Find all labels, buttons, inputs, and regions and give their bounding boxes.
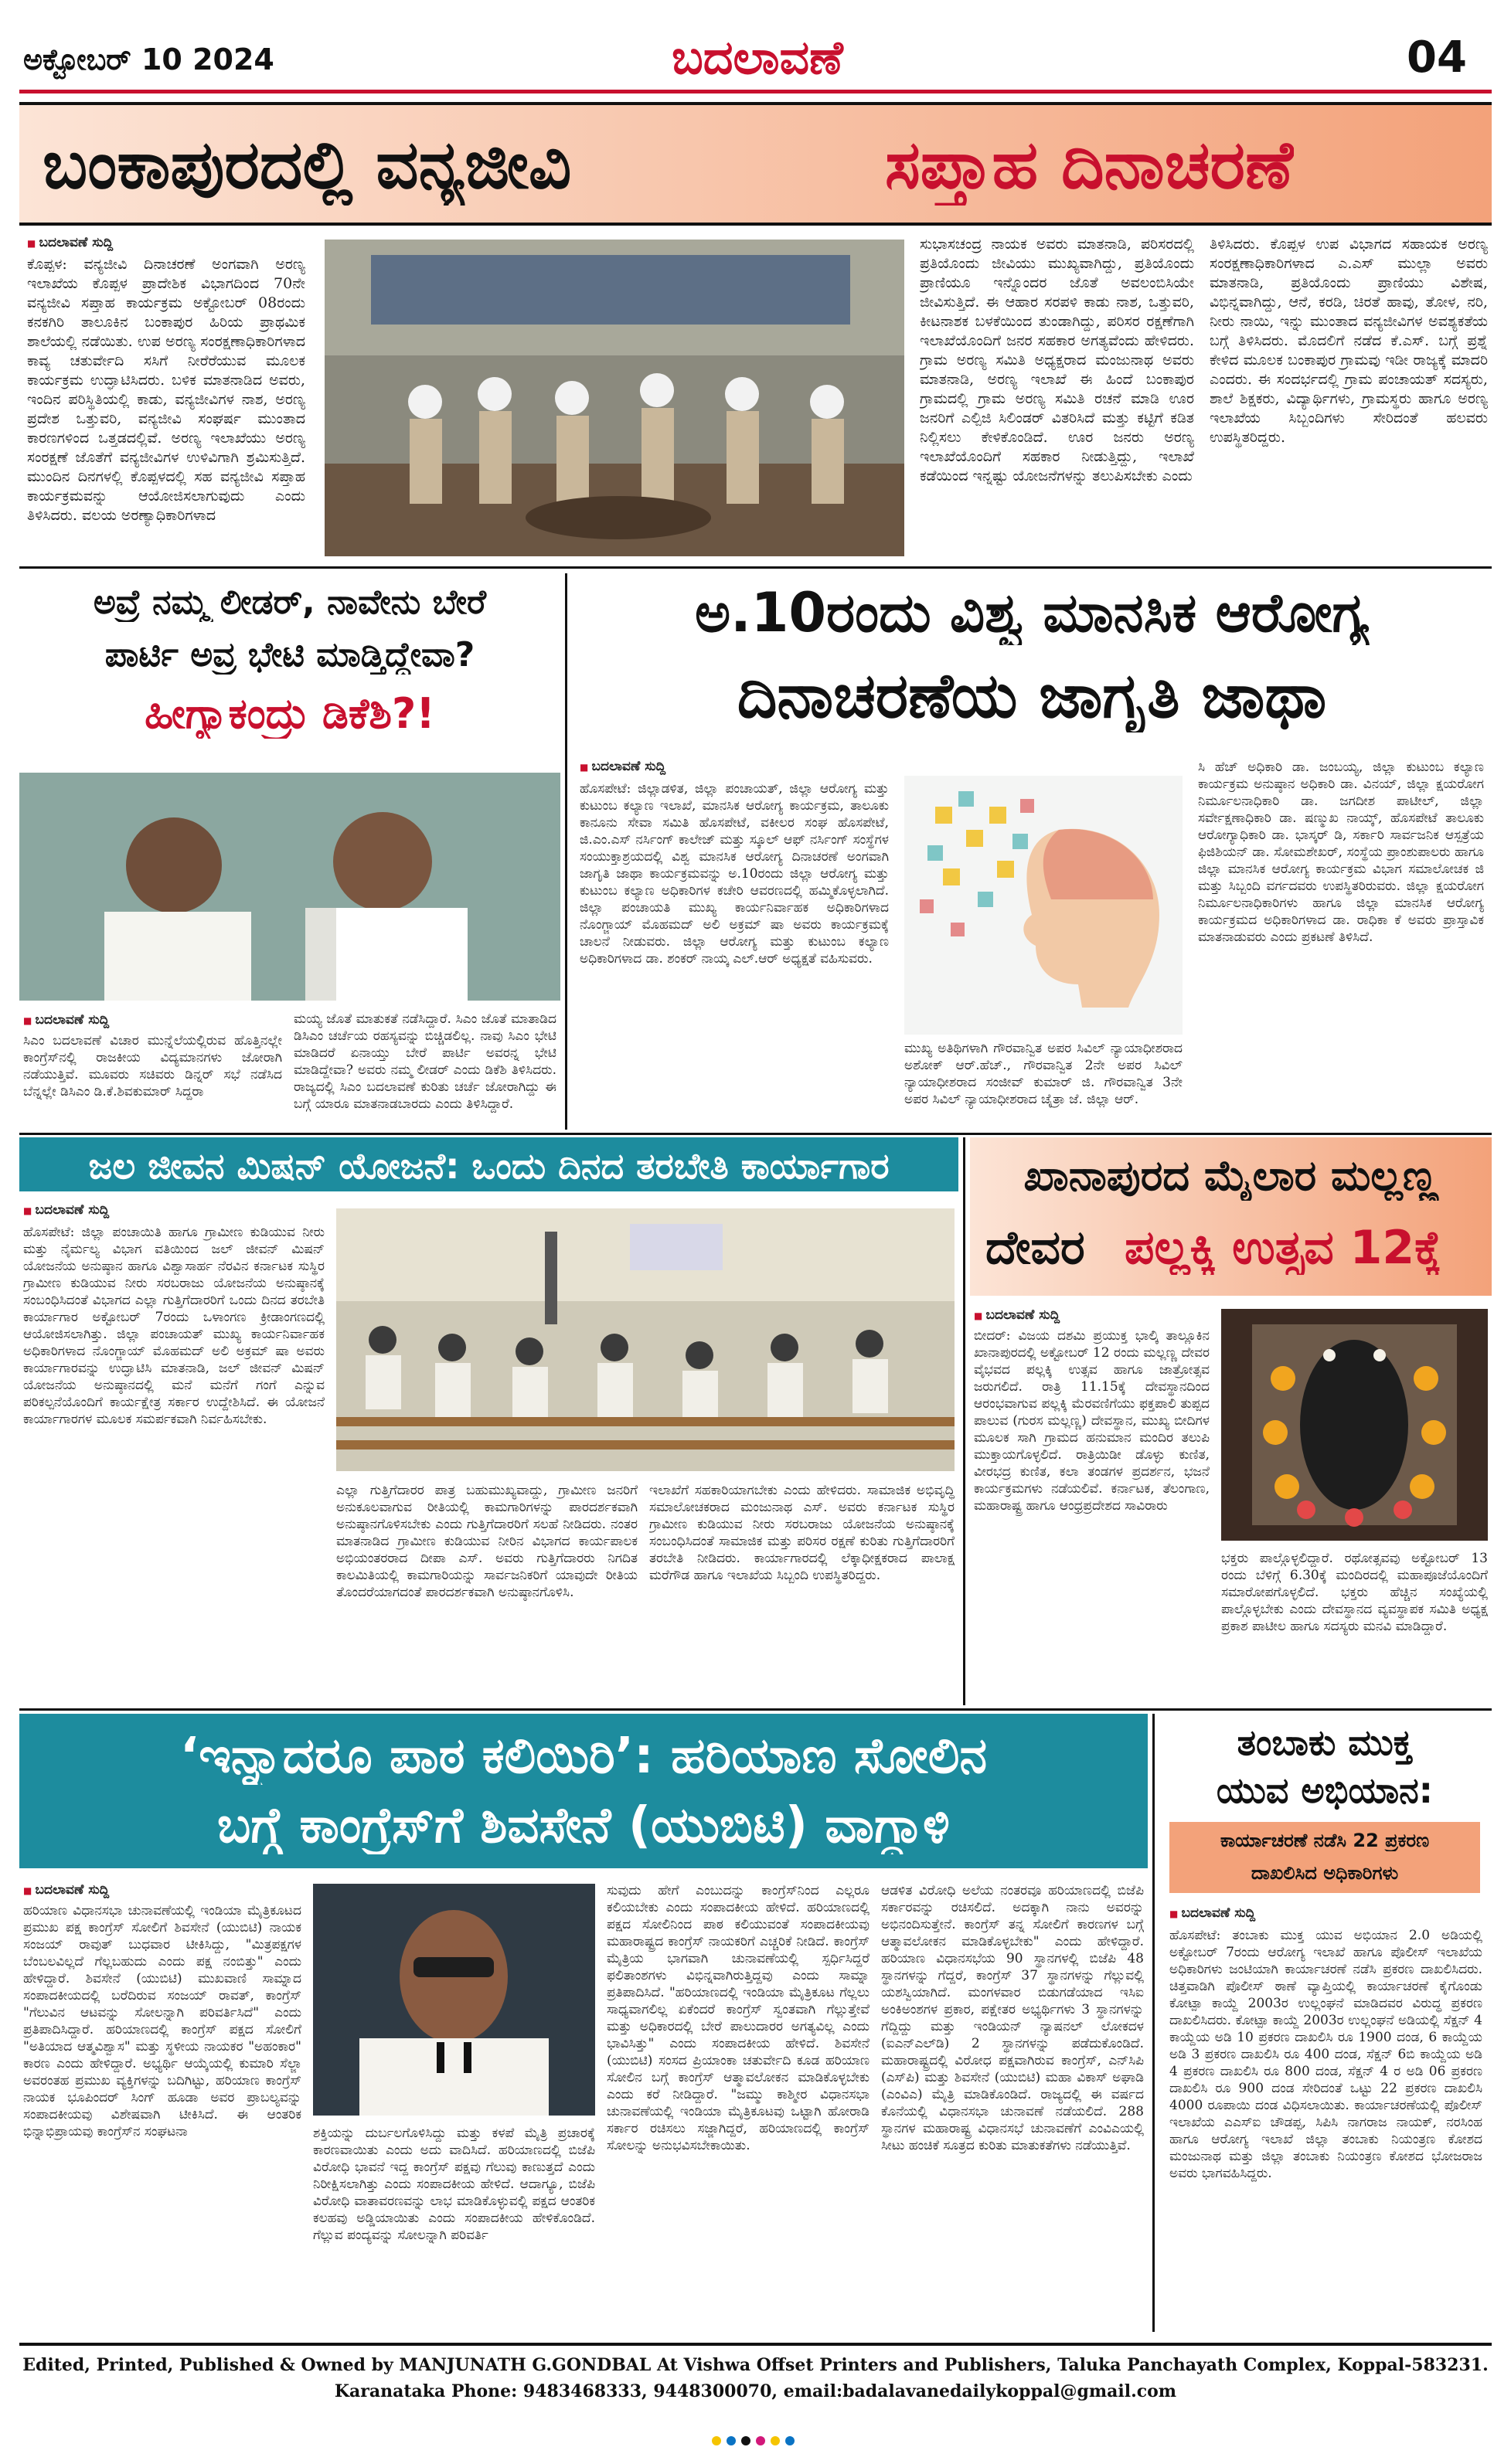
- masthead-title: ಬದಲಾವಣೆ: [672, 31, 843, 85]
- story5-col1: ಬೀದರ್: ವಿಜಯ ದಶಮಿ ಪ್ರಯುಕ್ತ ಭಾಲ್ಕಿ ತಾಲ್ಲೂಕಿನ ಖಾನಾಪುರದಲ್ಲಿ ಅಕ್ಟೋಬರ್ 12 ರಂದು ಮಲ್ಲಣ್ಣ ದೇವರ ವೈಭವದ ಪಲ್ಲಕ್ಕಿ ಉತ್ಸವ ಹಾಗೂ ಜಾತ್ರೋತ್ಸವ ಜರುಗಲಿದೆ. ರಾತ್ರಿ 11.15ಕ್ಕೆ ದೇವಸ್ಥಾನದಿಂದ ಆರಂಭವಾಗುವ ಪಲ್ಲಕ್ಕಿ ಮೆರವಣಿಗೆಯು ಫಕ್ತಪಾಲಿ ತುಪ್ಪದ ಪಾಲುವ (ಗುರಸ ಮಲ್ಲಣ್ಣ) ದೇವಸ್ಥಾನ, ಮುಖ್ಯ ಬೀದಿಗಳ ಮೂಲಕ ಸಾಗಿ ಗ್ರಾಮದ ಹನುಮಾನ ಮಂದಿರ ತಲುಪಿ ಮುಕ್ತಾಯಗೊಳ್ಳಲಿದೆ. ರಾತ್ರಿಯಿಡೀ ಡೊಳ್ಳು ಕುಣಿತ, ವೀರಭದ್ರ ಕುಣಿತ, ಕಲಾ ತಂಡಗಳ ಪ್ರದರ್ಶನ, ಭಜನೆ ಕಾರ್ಯಕ್ರಮಗಳು ನಡೆಯಲಿವೆ. ಕರ್ನಾಟಕ, ತೆಲಂಗಾಣ, ಮಹಾರಾಷ್ಟ್ರ ಹಾಗೂ ಆಂಧ್ರಪ್ರದೇಶದ ಸಾವಿರಾರು: [974, 1328, 1210, 1514]
- story3-headline-1: ಅ.10ರಂದು ವಿಶ್ವ ಮಾನಸಿಕ ಆರೋಗ್ಯ: [694, 581, 1370, 644]
- story6-headline-1: ‘ಇನ್ನಾದರೂ ಪಾಠ ಕಲಿಯಿರಿ’: ಹರಿಯಾಣ ಸೋಲಿನ: [179, 1728, 988, 1785]
- story2-headline-red: ಹೀಗ್ಯಾಕಂದ್ರು ಡಿಕೆಶಿ?!: [145, 689, 435, 738]
- divider-1: [19, 566, 1492, 569]
- story5-col2: ಭಕ್ತರು ಪಾಲ್ಗೊಳ್ಳಲಿದ್ದಾರೆ. ರಥೋತ್ಸವವು ಅಕ್ಟೋಬರ್ 13 ರಂದು ಬೆಳಿಗ್ಗೆ 6.30ಕ್ಕೆ ಮಂದಿರದಲ್ಲಿ ಮಹಾಪೂಜೆಯೊಂದಿಗೆ ಸಮಾರೋಪಗೊಳ್ಳಲಿದೆ. ಭಕ್ತರು ಹೆಚ್ಚಿನ ಸಂಖ್ಯೆಯಲ್ಲಿ ಪಾಲ್ಗೊಳ್ಳಬೇಕು ಎಂದು ದೇವಸ್ಥಾನದ ವ್ಯವಸ್ಥಾಪಕ ಸಮಿತಿ ಅಧ್ಯಕ್ಷ ಪ್ರಕಾಶ ಪಾಟೀಲ ಹಾಗೂ ಸದಸ್ಯರು ಮನವಿ ಮಾಡಿದ್ದಾರೆ.: [1221, 1551, 1488, 1634]
- brain-illustration: [904, 776, 1183, 1035]
- story5-banner: [970, 1137, 1492, 1296]
- story4-byline: ■ ಬದಲಾವಣೆ ಸುದ್ದಿ: [23, 1202, 109, 1218]
- story-tobacco-free: [1158, 1714, 1492, 2332]
- masthead-date: ಅಕ್ಟೋಬರ್ 10 2024: [23, 42, 274, 76]
- story4-headline: ಜಲ ಜೀವನ ಮಿಷನ್ ಯೋಜನೆ: ಒಂದು ದಿನದ ತರಬೇತಿ ಕಾರ್ಯಾಗಾರ: [88, 1145, 890, 1187]
- story-mylara-mallanna: [970, 1137, 1492, 1705]
- story7-subhead-1: ಕಾರ್ಯಾಚರಣೆ ನಡೆಸಿ 22 ಪ್ರಕರಣ: [1220, 1830, 1430, 1851]
- footer-line-2: Karanataka Phone: 9483468333, 9448300070, email:badalavanedailykoppal@gmail.com: [334, 2381, 1177, 2401]
- sanjay-raut-photo: [313, 1884, 595, 2116]
- story1-headline-black: ಬಂಕಾಪುರದಲ್ಲಿ ವನ್ಯಜೀವಿ: [43, 127, 572, 204]
- footer-rule: [19, 2343, 1492, 2346]
- divider-v2: [963, 1137, 965, 1705]
- dot-magenta: [756, 2436, 765, 2445]
- divider-v3: [1152, 1714, 1155, 2332]
- story2-headline-2: ಪಾರ್ಟಿ ಅವ್ರ ಭೇಟಿ ಮಾಡ್ತಿದ್ದೇವಾ?: [104, 635, 475, 675]
- story6-col1: ಹರಿಯಾಣ ವಿಧಾನಸಭಾ ಚುನಾವಣೆಯಲ್ಲಿ ಇಂಡಿಯಾ ಮೈತ್ರಿಕೂಟದ ಪ್ರಮುಖ ಪಕ್ಷ ಕಾಂಗ್ರೆಸ್ ಸೋಲಿಗೆ ಶಿವಸೇನೆ (ಯುಬಿಟಿ) ನಾಯಕ ಸಂಜಯ್ ರಾವುತ್ ಬುಧವಾರ ಟೀಕಿಸಿದ್ದು, "ಮಿತ್ರಪಕ್ಷಗಳ ಬೆಂಬಲವಿಲ್ಲದೆ ಗೆಲ್ಲಬಹುದು ಎಂದು ಪಕ್ಷ ನಂಬಿತ್ತು" ಎಂದು ಹೇಳಿದ್ದಾರೆ. ಶಿವಸೇನೆ (ಯುಬಿಟಿ) ಮುಖವಾಣಿ ಸಾಮ್ನಾದ ಸಂಪಾದಕೀಯದಲ್ಲಿ ಬರೆದಿರುವ ಸಂಜಯ್ ರಾವತ್, ಕಾಂಗ್ರೆಸ್ "ಗೆಲುವಿನ ಆಟವನ್ನು ಸೋಲನ್ನಾಗಿ ಪರಿವರ್ತಿಸಿದೆ" ಎಂದು ಪ್ರತಿಪಾದಿಸಿದ್ದಾರೆ. ಹರಿಯಾಣದಲ್ಲಿ ಕಾಂಗ್ರೆಸ್ ಪಕ್ಷದ ಸೋಲಿಗೆ "ಅತಿಯಾದ ಆತ್ಮವಿಶ್ವಾಸ" ಮತ್ತು ಸ್ಥಳೀಯ ನಾಯಕರ "ಅಹಂಕಾರ" ಕಾರಣ ಎಂದು ಹೇಳಿದ್ದಾರೆ. ಅಭ್ಯರ್ಥಿ ಆಯ್ಕೆಯಲ್ಲಿ ಕುಮಾರಿ ಸೆಲ್ಜಾ ಅವರಂತಹ ಪ್ರಮುಖ ವ್ಯಕ್ತಿಗಳನ್ನು ಬದಿಗಿಟ್ಟು, ಹರಿಯಾಣ ಕಾಂಗ್ರೆಸ್ ನಾಯಕ ಭೂಪಿಂದರ್ ಸಿಂಗ್ ಹೂಡಾ ಅವರ ಪ್ರಾಬಲ್ಯವನ್ನು ಸಂಪಾದಕೀಯವು ವಿಶೇಷವಾಗಿ ಟೀಕಿಸಿದೆ. ಈ ಆಂತರಿಕ ಭಿನ್ನಾಭಿಪ್ರಾಯವು ಕಾಂಗ್ರೆಸ್‌ನ ಸಂಘಟನಾ: [23, 1903, 301, 2139]
- dot-blue: [727, 2436, 736, 2445]
- story4-col3: ಇಲಾಖೆಗೆ ಸಹಕಾರಿಯಾಗಬೇಕು ಎಂದು ಹೇಳಿದರು. ಸಾಮಾಜಿಕ ಅಭಿವೃದ್ಧಿ ಸಮಾಲೋಚಕರಾದ ಮಂಜುನಾಥ ಎಸ್. ಅವರು ಕರ್ನಾಟಕ ಸುಸ್ಥಿರ ಗ್ರಾಮೀಣ ಕುಡಿಯುವ ನೀರು ಸರಬರಾಜು ಯೋಜನೆಯ ಅನುಷ್ಠಾನಕ್ಕೆ ಸಂಬಂಧಿಸಿದಂತೆ ಸಾಮಾಜಿಕ ಮತ್ತು ಪರಿಸರ ರಕ್ಷಣೆ ಕುರಿತು ಗುತ್ತಿಗೆದಾರರಿಗೆ ತರಬೇತಿ ನೀಡಿದರು. ಕಾರ್ಯಾಗಾರದಲ್ಲಿ ಲೆಕ್ಕಾಧೀಕ್ಷಕರಾದ ಪಾಲಾಕ್ಷ ಮರೆಗೌಡ ಹಾಗೂ ಇಲಾಖೆಯ ಸಿಬ್ಬಂದಿ ಉಪಸ್ಥಿತರಿದ್ದರು.: [649, 1483, 955, 1583]
- story6-headline-2: ಬಗ್ಗೆ ಕಾಂಗ್ರೆಸ್‌ಗೆ ಶಿವಸೇನೆ (ಯುಬಿಟಿ) ವಾಗ್ದಾಳಿ: [217, 1797, 950, 1854]
- story3-col1: ಹೊಸಪೇಟೆ: ಜಿಲ್ಲಾಡಳಿತ, ಜಿಲ್ಲಾ ಪಂಚಾಯತ್, ಜಿಲ್ಲಾ ಆರೋಗ್ಯ ಮತ್ತು ಕುಟುಂಬ ಕಲ್ಯಾಣ ಇಲಾಖೆ, ಮಾನಸಿಕ ಆರೋಗ್ಯ ಕಾರ್ಯಕ್ರಮ, ತಾಲೂಕು ಕಾನೂನು ಸೇವಾ ಸಮಿತಿ ಹೊಸಪೇಟೆ, ವಕೀಲರ ಸಂಘ ಹೊಸಪೇಟೆ, ಜಿ.ಎಂ.ಎಸ್ ನರ್ಸಿಂಗ್ ಕಾಲೇಜ್ ಮತ್ತು ಸ್ಕೂಲ್ ಆಫ್ ನರ್ಸಿಂಗ್ ಸಂಸ್ಥೆಗಳ ಸಂಯುಕ್ತಾಶ್ರಯದಲ್ಲಿ ವಿಶ್ವ ಮಾನಸಿಕ ಆರೋಗ್ಯ ದಿನಾಚರಣೆ ಅಂಗವಾಗಿ ಜಾಗೃತಿ ಜಾಥಾ ಕಾರ್ಯಕ್ರಮವನ್ನು ಅ.10ರಂದು ಜಿಲ್ಲಾ ಆರೋಗ್ಯ ಮತ್ತು ಕುಟುಂಬ ಕಲ್ಯಾಣ ಅಧಿಕಾರಿಗಳ ಕಚೇರಿ ಆವರಣದಲ್ಲಿ ಹಮ್ಮಿಕೊಳ್ಳಲಾಗಿದೆ. ಜಿಲ್ಲಾ ಪಂಚಾಯತಿ ಮುಖ್ಯ ಕಾರ್ಯನಿರ್ವಾಹಕ ಅಧಿಕಾರಿಗಳಾದ ನೊಂಗ್ಜಾಯ್ ಮೊಹಮದ್ ಅಲಿ ಅಕ್ರಮ್ ಷಾ ಅವರು ಕಾರ್ಯಕ್ರಮಕ್ಕೆ ಚಾಲನೆ ನೀಡುವರು. ಜಿಲ್ಲಾ ಆರೋಗ್ಯ ಮತ್ತು ಕುಟುಂಬ ಕಲ್ಯಾಣ ಅಧಿಕಾರಿಗಳಾದ ಡಾ. ಶಂಕರ್ ನಾಯ್ಕ ಎಲ್.ಆರ್ ಅಧ್ಯಕ್ಷತೆ ವಹಿಸುವರು.: [580, 781, 889, 967]
- registration-marks: [0, 2434, 1511, 2457]
- story6-col2: ಶಕ್ತಿಯನ್ನು ದುರ್ಬಲಗೊಳಿಸಿದ್ದು ಮತ್ತು ಕಳಪೆ ಮೈತ್ರಿ ಪ್ರಚಾರಕ್ಕೆ ಕಾರಣವಾಯಿತು ಎಂದು ಅದು ವಾದಿಸಿದೆ. ಹರಿಯಾಣದಲ್ಲಿ ಬಿಜೆಪಿ ವಿರೋಧಿ ಭಾವನೆ ಇದ್ದ ಕಾಂಗ್ರೆಸ್ ಪಕ್ಷವು ಗೆಲುವು ಕಾಣುತ್ತದೆ ಎಂದು ನಿರೀಕ್ಷಿಸಲಾಗಿತ್ತು ಎಂದು ಸಂಪಾದಕೀಯ ಹೇಳಿದೆ. ಆದಾಗ್ಯೂ, ಬಿಜೆಪಿ ವಿರೋಧಿ ವಾತಾವರಣವನ್ನು ಲಾಭ ಮಾಡಿಕೊಳ್ಳುವಲ್ಲಿ ಪಕ್ಷದ ಆಂತರಿಕ ಕಲಹವು ಅಡ್ಡಿಯಾಯಿತು ಎಂದು ಸಂಪಾದಕೀಯ ಹೇಳಿಕೊಂಡಿದೆ. ಗೆಲ್ಲುವ ಪಂದ್ಯವನ್ನು ಸೋಲನ್ನಾಗಿ ಪರಿವರ್ತಿ: [313, 2126, 595, 2243]
- story2-col1: ಸಿಎಂ ಬದಲಾವಣೆ ವಿಚಾರ ಮುನ್ನೆಲೆಯಲ್ಲಿರುವ ಹೊತ್ತಿನಲ್ಲೇ ಕಾಂಗ್ರೆಸ್‌ನಲ್ಲಿ ರಾಜಕೀಯ ವಿದ್ಯಮಾನಗಳು ಜೋರಾಗಿ ನಡೆಯುತ್ತಿವೆ. ಮೂವರು ಸಚಿವರು ಡಿನ್ನರ್ ಸಭೆ ನಡೆಸಿದ ಬೆನ್ನಲ್ಲೇ ಡಿಸಿಎಂ ಡಿ.ಕೆ.ಶಿವಕುಮಾರ್ ಸಿದ್ದರಾ: [23, 1033, 282, 1099]
- story3-headline-2: ದಿನಾಚರಣೆಯ ಜಾಗೃತಿ ಜಾಥಾ: [737, 660, 1327, 732]
- divider-3: [19, 1708, 1492, 1711]
- story1-col1: ಕೊಪ್ಪಳ: ವನ್ಯಜೀವಿ ದಿನಾಚರಣೆ ಅಂಗವಾಗಿ ಅರಣ್ಯ ಇಲಾಖೆಯ ಕೊಪ್ಪಳ ಪ್ರಾದೇಶಿಕ ವಿಭಾಗದಿಂದ 70ನೇ ವನ್ಯಜೀವಿ ಸಪ್ತಾಹ ಕಾರ್ಯಕ್ರಮ ಅಕ್ಟೋಬರ್ 08ರಂದು ಕನಕಗಿರಿ ತಾಲೂಕಿನ ಬಂಕಾಪುರ ಹಿರಿಯ ಪ್ರಾಥಮಿಕ ಶಾಲೆಯಲ್ಲಿ ನಡೆಯಿತು. ಉಪ ಅರಣ್ಯ ಸಂರಕ್ಷಣಾಧಿಕಾರಿಗಳಾದ ಕಾವ್ಯ ಚತುರ್ವೇದಿ ಸಸಿಗೆ ನೀರೆರೆಯುವ ಮೂಲಕ ಕಾರ್ಯಕ್ರಮ ಉದ್ಘಾಟಿಸಿದರು. ಬಳಿಕ ಮಾತನಾಡಿದ ಅವರು, ಇಂದಿನ ಪರಿಸ್ಥಿತಿಯಲ್ಲಿ ಕಾಡು, ವನ್ಯಜೀವಿಗಳ ನಾಶ, ಅರಣ್ಯ ಪ್ರದೇಶ ಒತ್ತುವರಿ, ವನ್ಯಜೀವಿ ಸಂಘರ್ಷ ಮುಂತಾದ ಕಾರಣಗಳಿಂದ ಒತ್ತಡದಲ್ಲಿವೆ. ಅರಣ್ಯ ಇಲಾಖೆಯು ಅರಣ್ಯ ಸಂರಕ್ಷಣೆ ಜೊತೆಗೆ ವನ್ಯಜೀವಿಗಳ ಉಳಿವಿಗಾಗಿ ಶ್ರಮಿಸುತ್ತಿದೆ. ಮುಂದಿನ ದಿನಗಳಲ್ಲಿ ಕೊಪ್ಪಳದಲ್ಲಿ ಸಹ ವನ್ಯಜೀವಿ ಸಪ್ತಾಹ ಕಾರ್ಯಕ್ರಮವನ್ನು ಆಯೋಜಿಸಲಾಗುವುದು ಎಂದು ತಿಳಿಸಿದರು. ವಲಯ ಅರಣ್ಯಾಧಿಕಾರಿಗಳಾದ: [27, 256, 305, 524]
- story6-col4: ಆಡಳಿತ ವಿರೋಧಿ ಅಲೆಯ ನಂತರವೂ ಹರಿಯಾಣದಲ್ಲಿ ಬಿಜೆಪಿ ಸರ್ಕಾರವನ್ನು ರಚಿಸಲಿದೆ. ಅದಕ್ಕಾಗಿ ನಾನು ಅವರನ್ನು ಅಭಿನಂದಿಸುತ್ತೇನೆ. ಕಾಂಗ್ರೆಸ್ ತನ್ನ ಸೋಲಿಗೆ ಕಾರಣಗಳ ಬಗ್ಗೆ ಆತ್ಮಾವಲೋಕನ ಮಾಡಿಕೊಳ್ಳಬೇಕು" ಎಂದು ಹೇಳಿದ್ದಾರೆ. ಹರಿಯಾಣ ವಿಧಾನಸಭೆಯ 90 ಸ್ಥಾನಗಳಲ್ಲಿ ಬಿಜೆಪಿ 48 ಸ್ಥಾನಗಳನ್ನು ಗೆದ್ದರೆ, ಕಾಂಗ್ರೆಸ್ 37 ಸ್ಥಾನಗಳನ್ನು ಗೆಲ್ಲುವಲ್ಲಿ ಯಶಸ್ವಿಯಾಗಿದೆ. ಮಂಗಳವಾರ ಬಿಡುಗಡೆಯಾದ ಇಸಿಐ ಅಂಕಿಅಂಶಗಳ ಪ್ರಕಾರ, ಪಕ್ಷೇತರ ಅಭ್ಯರ್ಥಿಗಳು 3 ಸ್ಥಾನಗಳನ್ನು ಗೆದ್ದಿದ್ದು ಮತ್ತು ಇಂಡಿಯನ್ ನ್ಯಾಷನಲ್ ಲೋಕದಳ (ಐಎನ್‌ಎಲ್‌ಡಿ) 2 ಸ್ಥಾನಗಳನ್ನು ಪಡೆದುಕೊಂಡಿದೆ. ಮಹಾರಾಷ್ಟ್ರದಲ್ಲಿ ವಿರೋಧ ಪಕ್ಷವಾಗಿರುವ ಕಾಂಗ್ರೆಸ್, ಎನ್‌ಸಿಪಿ (ಎಸ್‌ಪಿ) ಮತ್ತು ಶಿವಸೇನೆ (ಯುಬಿಟಿ) ಮಹಾ ವಿಕಾಸ್ ಅಘಾಡಿ (ಎಂವಿಎ) ಮೈತ್ರಿ ಮಾಡಿಕೊಂಡಿದೆ. ರಾಜ್ಯದಲ್ಲಿ ಈ ವರ್ಷದ ಕೊನೆಯಲ್ಲಿ ವಿಧಾನಸಭಾ ಚುನಾವಣೆ ನಡೆಯಲಿದೆ. 288 ಸ್ಥಾನಗಳ ಮಹಾರಾಷ್ಟ್ರ ವಿಧಾನಸಭೆ ಚುನಾವಣೆಗೆ ಎಂವಿಎಯಲ್ಲಿ ಸೀಟು ಹಂಚಿಕೆ ಸೂತ್ರದ ಕುರಿತು ಮಾತುಕತೆಗಳು ನಡೆಯುತ್ತಿವೆ.: [881, 1883, 1144, 2153]
- dot-black: [741, 2436, 750, 2445]
- story1-headline-red: ಸಪ್ತಾಹ ದಿನಾಚರಣೆ: [885, 127, 1294, 204]
- dot-yellow: [712, 2436, 721, 2445]
- story2-photo: [19, 773, 560, 1001]
- story-haryana-congress: [19, 1714, 1148, 2332]
- story-jal-jeevan: [19, 1137, 958, 1705]
- masthead-rule: [19, 90, 1492, 93]
- story4-col2: ಎಲ್ಲಾ ಗುತ್ತಿಗೆದಾರರ ಪಾತ್ರ ಬಹುಮುಖ್ಯವಾದ್ದು, ಗ್ರಾಮೀಣ ಜನರಿಗೆ ಅನುಕೂಲವಾಗುವ ರೀತಿಯಲ್ಲಿ ಕಾಮಗಾರಿಗಳನ್ನು ಪಾರದರ್ಶಕವಾಗಿ ಅನುಷ್ಠಾನಗೊಳಿಸಬೇಕು ಎಂದು ಗುತ್ತಿಗೆದಾರರಿಗೆ ಸಲಹೆ ನೀಡಿದರು. ನಂತರ ಮಾತನಾಡಿದ ಗ್ರಾಮೀಣ ಕುಡಿಯುವ ನೀರಿನ ವಿಭಾಗದ ಕಾರ್ಯಪಾಲಕ ಅಭಿಯಂತರರಾದ ದೀಪಾ ಎಸ್. ಅವರು ಗುತ್ತಿಗೆದಾರರು ನಿಗದಿತ ಕಾಲಮಿತಿಯಲ್ಲಿ ಕಾಮಗಾರಿಯನ್ನು ಸಾರ್ವಜನಿಕರಿಗೆ ಯಾವುದೇ ರೀತಿಯ ತೊಂದರೆಯಾಗದಂತೆ ಪಾರದರ್ಶಕವಾಗಿ ಅನುಷ್ಠಾನಗೊಳಿಸಿ.: [336, 1483, 638, 1600]
- story7-subhead-2: ದಾಖಲಿಸಿದ ಅಧಿಕಾರಿಗಳು: [1251, 1862, 1399, 1884]
- divider-2: [19, 1133, 1492, 1135]
- story3-col2: ಮುಖ್ಯ ಅತಿಥಿಗಳಾಗಿ ಗೌರವಾನ್ವಿತ ಅಪರ ಸಿವಿಲ್ ನ್ಯಾಯಾಧೀಶರಾದ ಅಶೋಕ್ ಆರ್.ಹೆಚ್., ಗೌರವಾನ್ವಿತ 2ನೇ ಅಪರ ಸಿವಿಲ್ ನ್ಯಾಯಾಧೀಶರಾದ ಸಂಜೀವ್ ಕುಮಾರ್ ಜಿ. ಗೌರವಾನ್ವಿತ 3ನೇ ಅಪರ ಸಿವಿಲ್ ನ್ಯಾಯಾಧೀಶರಾದ ಚೈತ್ರಾ ಜೆ. ಜಿಲ್ಲಾ ಆರ್.: [904, 1041, 1183, 1107]
- footer: [19, 2349, 1492, 2418]
- story-wildlife-week: [19, 102, 1492, 563]
- story3-col3: ಸಿ ಹೆಚ್ ಅಧಿಕಾರಿ ಡಾ. ಜಂಬಯ್ಯ, ಜಿಲ್ಲಾ ಕುಟುಂಬ ಕಲ್ಯಾಣ ಕಾರ್ಯಕ್ರಮ ಅನುಷ್ಠಾನ ಅಧಿಕಾರಿ ಡಾ. ವಿನಯ್, ಜಿಲ್ಲಾ ಕ್ಷಯರೋಗ ನಿರ್ಮೂಲನಾಧಿಕಾರಿ ಡಾ. ಜಗದೀಶ ಪಾಟೀಲ್, ಜಿಲ್ಲಾ ಸರ್ವೇಕ್ಷಣಾಧಿಕಾರಿ ಡಾ. ಷಣ್ಮುಖ ನಾಯ್ಕ್, ಹೊಸಪೇಟೆ ತಾಲೂಕು ಆರೋಗ್ಯಾಧಿಕಾರಿ ಡಾ. ಭಾಸ್ಕರ್ ಡಿ, ಸರ್ಕಾರಿ ಸಾರ್ವಜನಿಕ ಆಸ್ಪತ್ರೆಯ ಫಿಜಿಶಿಯನ್ ಡಾ. ಸೋಮಶೇಖರ್, ಸಂಸ್ಥೆಯ ಪ್ರಾಂಶುಪಾಲರು ಹಾಗೂ ಜಿಲ್ಲಾ ಮಾನಸಿಕ ಆರೋಗ್ಯ ಕಾರ್ಯಕ್ರಮ ವಿಭಾಗ ಸಮಾಲೋಚಕ ಜಿ ಮತ್ತು ಸಿಬ್ಬಂದಿ ವರ್ಗದವರು ಉಪಸ್ಥಿತರಿರುವರು. ಜಿಲ್ಲಾ ಕ್ಷಯರೋಗ ನಿರ್ಮೂಲನಾಧಿಕಾರಿಗಳು ಹಾಗೂ ಜಿಲ್ಲಾ ಮಾನಸಿಕ ಆರೋಗ್ಯ ಕಾರ್ಯಕ್ರಮದ ಅಧಿಕಾರಿಗಳಾದ ಡಾ. ರಾಧಿಕಾ ಕೆ ಅವರು ಪ್ರಾಸ್ತಾವಿಕ ಮಾತನಾಡುವರು ಎಂದು ಪ್ರಕಟಣೆ ತಿಳಿಸಿದೆ.: [1198, 760, 1484, 945]
- story7-headline-1: ತಂಬಾಕು ಮುಕ್ತ: [1237, 1721, 1413, 1763]
- story4-col1: ಹೊಸಪೇಟೆ: ಜಿಲ್ಲಾ ಪಂಚಾಯಿತಿ ಹಾಗೂ ಗ್ರಾಮೀಣ ಕುಡಿಯುವ ನೀರು ಮತ್ತು ನೈರ್ಮಲ್ಯ ವಿಭಾಗ ವತಿಯಿಂದ ಜಲ್ ಜೀವನ್ ಮಿಷನ್ ಯೋಜನೆಯ ಅನುಷ್ಠಾನ ಹಾಗೂ ವಿಶ್ವಾಸಾರ್ಹ ನೆರವಿನ ಕರ್ನಾಟಕ ಸುಸ್ಥಿರ ಗ್ರಾಮೀಣ ಕುಡಿಯುವ ನೀರು ಸರಬರಾಜು ಯೋಜನೆಯ ಅನುಷ್ಠಾನಕ್ಕೆ ಸಂಬಂಧಿಸಿದಂತೆ ವಿಭಾಗದ ಎಲ್ಲಾ ಗುತ್ತಿಗೆದಾರರಿಗೆ ಒಂದು ದಿನದ ತರಬೇತಿ ಕಾರ್ಯಾಗಾರ ಅಕ್ಟೋಬರ್ 7ರಂದು ಒಳಾಂಗಣ ಕ್ರೀಡಾಂಗಣದಲ್ಲಿ ಆಯೋಜಿಸಲಾಗಿತ್ತು. ಜಿಲ್ಲಾ ಪಂಚಾಯತ್ ಮುಖ್ಯ ಕಾರ್ಯನಿರ್ವಾಹಕ ಅಧಿಕಾರಿಗಳಾದ ನೊಂಗ್ಜಾಯ್ ಮೊಹಮದ್ ಅಲಿ ಅಕ್ರಮ್ ಷಾ ಅವರು ಕಾರ್ಯಾಗಾರವನ್ನು ಉದ್ಘಾಟಿಸಿ ಮಾತನಾಡಿ, ಜಲ್ ಜೀವನ್ ಮಿಷನ್ ಯೋಜನೆಯ ಅನುಷ್ಠಾನದಲ್ಲಿ ಮನೆ ಮನೆಗೆ ಗಂಗೆ ಎನ್ನುವ ಪರಿಕಲ್ಪನೆಯೊಂದಿಗೆ ಕಾರ್ಯಕ್ಷೇತ್ರ ಸರ್ಕಾರ ಉದ್ದೇಶಿಸಿದೆ. ಈ ಯೋಜನೆ ಕಾರ್ಯಾಗಾರಗಳ ಮೂಲಕ ಸಮರ್ಪಕವಾಗಿ ನಿರ್ವಹಿಸಬೇಕು.: [23, 1225, 325, 1427]
- story4-photo: [336, 1208, 955, 1471]
- footer-line-1: Edited, Printed, Published & Owned by MANJUNATH G.GONDBAL At Vishwa Offset Printers and Publishers, Taluka Panchayath Complex, Koppal-583231.: [22, 2355, 1489, 2375]
- story6-byline: ■ ಬದಲಾವಣೆ ಸುದ್ದಿ: [23, 1882, 109, 1898]
- story6-photo: [313, 1884, 595, 2116]
- story6-banner: [19, 1714, 1148, 1868]
- story1-byline: ■ ಬದಲಾವಣೆ ಸುದ್ದಿ: [27, 235, 113, 250]
- divider-v1: [565, 573, 567, 1130]
- story5-photo: [1221, 1309, 1488, 1541]
- dot-yellow-2: [771, 2436, 780, 2445]
- training-workshop-photo: [336, 1208, 955, 1471]
- story7-headline-2: ಯುವ ಅಭಿಯಾನ:: [1216, 1769, 1434, 1811]
- story7-subhead-box: [1169, 1822, 1480, 1893]
- deity-photo: [1221, 1309, 1488, 1541]
- story4-banner: [19, 1137, 958, 1191]
- story7-byline: ■ ಬದಲಾವಣೆ ಸುದ್ದಿ: [1169, 1905, 1255, 1921]
- story1-col2: ಸುಭಾಸಚಂದ್ರ ನಾಯಕ ಅವರು ಮಾತನಾಡಿ, ಪರಿಸರದಲ್ಲಿ ಪ್ರತಿಯೊಂದು ಜೀವಿಯು ಮುಖ್ಯವಾಗಿದ್ದು, ಪ್ರತಿಯೊಂದು ಪ್ರಾಣಿಯೂ ಇನ್ನೊಂದರ ಜೊತೆ ಅವಲಂಬಿಸಿಯೇ ಜೀವಿಸುತ್ತಿದೆ. ಈ ಆಹಾರ ಸರಪಳಿ ಕಾಡು ನಾಶ, ಒತ್ತುವರಿ, ಕೀಟನಾಶಕ ಬಳಕೆಯಿಂದ ತುಂಡಾಗಿದ್ದು, ಪರಿಸರ ರಕ್ಷಣೆಗಾಗಿ ಇಲಾಖೆಯೊಂದಿಗೆ ಜನರ ಸಹಕಾರ ಅಗತ್ಯವೆಂದು ಹೇಳಿದರು. ಗ್ರಾಮ ಅರಣ್ಯ ಸಮಿತಿ ಅಧ್ಯಕ್ಷರಾದ ಮಂಜುನಾಥ ಅವರು ಮಾತನಾಡಿ, ಅರಣ್ಯ ಇಲಾಖೆ ಈ ಹಿಂದೆ ಬಂಕಾಪುರ ಗ್ರಾಮದಲ್ಲಿ ಗ್ರಾಮ ಅರಣ್ಯ ಸಮಿತಿ ರಚನೆ ಮಾಡಿ ಊರ ಜನರಿಗೆ ಎಲ್ಪಿಜಿ ಸಿಲಿಂಡರ್ ವಿತರಿಸಿದೆ ಮತ್ತು ಕಟ್ಟಿಗೆ ಕಡಿತ ನಿಲ್ಲಿಸಲು ಕೇಳಿಕೊಂಡಿದೆ. ಊರ ಜನರು ಅರಣ್ಯ ಇಲಾಖೆಯೊಂದಿಗೆ ಸಹಕಾರ ನೀಡುತ್ತಿದ್ದು, ಇಲಾಖೆ ಕಡೆಯಿಂದ ಇನ್ನಷ್ಟು ಯೋಜನೆಗಳನ್ನು ತಲುಪಿಸಬೇಕು ಎಂದು: [920, 236, 1194, 484]
- politicians-photo: [19, 773, 560, 1001]
- page-number: 04: [1407, 32, 1467, 83]
- story5-headline-1: ಖಾನಾಪುರದ ಮೈಲಾರ ಮಲ್ಲಣ್ಣ: [1023, 1151, 1438, 1200]
- story-dks: [19, 573, 560, 1130]
- dot-blue-2: [785, 2436, 795, 2445]
- story6-col3: ಸುವುದು ಹೇಗೆ ಎಂಬುದನ್ನು ಕಾಂಗ್ರೆಸ್‌ನಿಂದ ಎಲ್ಲರೂ ಕಲಿಯಬೇಕು ಎಂದು ಸಂಪಾದಕೀಯ ಹೇಳಿದೆ. ಹರಿಯಾಣದಲ್ಲಿ ಪಕ್ಷದ ಸೋಲಿನಿಂದ ಪಾಠ ಕಲಿಯುವಂತೆ ಸಂಪಾದಕೀಯವು ಮಹಾರಾಷ್ಟ್ರದ ಕಾಂಗ್ರೆಸ್ ನಾಯಕರಿಗೆ ಎಚ್ಚರಿಕೆ ನೀಡಿದೆ. ಕಾಂಗ್ರೆಸ್ ಮೈತ್ರಿಯ ಭಾಗವಾಗಿ ಚುನಾವಣೆಯಲ್ಲಿ ಸ್ಪರ್ಧಿಸಿದ್ದರೆ ಫಲಿತಾಂಶಗಳು ವಿಭಿನ್ನವಾಗಿರುತ್ತಿದ್ದವು ಎಂದು ಸಾಮ್ನಾ ಪ್ರತಿಪಾದಿಸಿದೆ. "ಹರಿಯಾಣದಲ್ಲಿ ಇಂಡಿಯಾ ಮೈತ್ರಿಕೂಟ ಗೆಲ್ಲಲು ಸಾಧ್ಯವಾಗಲಿಲ್ಲ ಏಕೆಂದರೆ ಕಾಂಗ್ರೆಸ್ ಸ್ವಂತವಾಗಿ ಗೆಲ್ಲುತ್ತೇವೆ ಮತ್ತು ಅಧಿಕಾರದಲ್ಲಿ ಬೇರೆ ಪಾಲುದಾರರ ಅಗತ್ಯವಿಲ್ಲ ಎಂದು ಭಾವಿಸಿತ್ತು" ಎಂದು ಸಂಪಾದಕೀಯ ಹೇಳಿದೆ. ಶಿವಸೇನೆ (ಯುಬಿಟಿ) ಸಂಸದ ಪ್ರಿಯಾಂಕಾ ಚತುರ್ವೇದಿ ಕೂಡ ಹರಿಯಾಣ ಸೋಲಿನ ಬಗ್ಗೆ ಕಾಂಗ್ರೆಸ್ ಆತ್ಮಾವಲೋಕನ ಮಾಡಿಕೊಳ್ಳಬೇಕು ಎಂದು ಕರೆ ನೀಡಿದ್ದಾರೆ. "ಜಮ್ಮು ಕಾಶ್ಮೀರ ವಿಧಾನಸಭಾ ಚುನಾವಣೆಯಲ್ಲಿ ಇಂಡಿಯಾ ಮೈತ್ರಿಕೂಟವು ಒಟ್ಟಾಗಿ ಹೋರಾಡಿ ಸರ್ಕಾರ ರಚಿಸಲು ಸಜ್ಜಾಗಿದ್ದರೆ, ಹರಿಯಾಣದಲ್ಲಿ ಕಾಂಗ್ರೆಸ್ ಸೋಲನ್ನು ಅನುಭವಿಸಬೇಕಾಯಿತು.: [607, 1883, 870, 2153]
- story2-byline: ■ ಬದಲಾವಣೆ ಸುದ್ದಿ: [23, 1012, 109, 1028]
- story1-photo: [325, 240, 904, 556]
- story1-banner: [19, 102, 1492, 226]
- story5-headline-2-black: ದೇವರ: [985, 1221, 1085, 1275]
- story-mental-health: [572, 573, 1492, 1130]
- story7-col1: ಹೊಸಪೇಟೆ: ತಂಬಾಕು ಮುಕ್ತ ಯುವ ಅಭಿಯಾನ 2.0 ಅಡಿಯಲ್ಲಿ ಅಕ್ಟೋಬರ್ 7ರಂದು ಆರೋಗ್ಯ ಇಲಾಖೆ ಹಾಗೂ ಪೊಲೀಸ್ ಇಲಾಖೆಯ ಅಧಿಕಾರಿಗಳು ಜಂಟಿಯಾಗಿ ಕಾರ್ಯಾಚರಣೆ ನಡೆಸಿ ಪ್ರಕರಣ ದಾಖಲಿಸಿದರು. ಚಿತ್ತವಾಡಿಗಿ ಪೊಲೀಸ್ ಠಾಣೆ ವ್ಯಾಪ್ತಿಯಲ್ಲಿ ಕಾರ್ಯಾಚರಣೆ ಕೈಗೊಂಡು ಕೋಟ್ಪಾ ಕಾಯ್ದೆ 2003ರ ಉಲ್ಲಂಘನೆ ಮಾಡಿದವರ ವಿರುದ್ಧ ಪ್ರಕರಣ ದಾಖಲಿಸಿದರು. ಕೋಟ್ಪಾ ಕಾಯ್ದೆ 2003ರ ಉಲ್ಲಂಘನೆ ಅಡಿಯಲ್ಲಿ ಸೆಕ್ಷನ್ 4 ಕಾಯ್ದೆಯ ಅಡಿ 10 ಪ್ರಕರಣ ದಾಖಲಿಸಿ ರೂ 1900 ದಂಡ, 6 ಕಾಯ್ದೆಯ ಅಡಿ 3 ಪ್ರಕರಣ ದಾಖಲಿಸಿ ರೂ 400 ದಂಡ, ಸೆಕ್ಷನ್ 6ಬಿ ಕಾಯ್ದೆಯ ಅಡಿ 4 ಪ್ರಕರಣ ದಾಖಲಿಸಿ ರೂ 800 ದಂಡ, ಸೆಕ್ಷನ್ 4 ರ ಅಡಿ 06 ಪ್ರಕರಣ ದಾಖಲಿಸಿ ರೂ 900 ದಂಡ ಸೇರಿದಂತೆ ಒಟ್ಟು 22 ಪ್ರಕರಣ ದಾಖಲಿಸಿ 4000 ರೂಪಾಯಿ ದಂಡ ವಿಧಿಸಲಾಯಿತು. ಕಾರ್ಯಾಚರಣೆಯಲ್ಲಿ ಪೊಲೀಸ್ ಇಲಾಖೆಯ ಎಎಸ್ಐ ಚೌಡಪ್ಪ, ಸಿಪಿಸಿ ನಾಗರಾಜ ನಾಯಕ್, ನರಸಿಂಹ ಹಾಗೂ ಆರೋಗ್ಯ ಇಲಾಖೆ ಜಿಲ್ಲಾ ತಂಬಾಕು ನಿಯಂತ್ರಣ ಕೋಶದ ಮಂಜುನಾಥ ಮತ್ತು ಜಿಲ್ಲಾ ತಂಬಾಕು ನಿಯಂತ್ರಣ ಕೋಶದ ಭೋಜರಾಜ ಅವರು ಭಾಗವಹಿಸಿದ್ದರು.: [1169, 1928, 1482, 2181]
- story1-col3: ತಿಳಿಸಿದರು. ಕೊಪ್ಪಳ ಉಪ ವಿಭಾಗದ ಸಹಾಯಕ ಅರಣ್ಯ ಸಂರಕ್ಷಣಾಧಿಕಾರಿಗಳಾದ ಎ.ಎಸ್ ಮುಲ್ಲಾ ಅವರು ಮಾತನಾಡಿ, ಪ್ರತಿಯೊಂದು ಪ್ರಾಣಿಯು ವಿಶೇಷ, ವಿಭಿನ್ನವಾಗಿದ್ದು, ಆನೆ, ಕರಡಿ, ಚಿರತೆ ಹಾವು, ತೋಳ, ನರಿ, ನೀರು ನಾಯಿ, ಇನ್ನು ಮುಂತಾದ ವನ್ಯಜೀವಿಗಳ ಅವಶ್ಯಕತೆಯ ಬಗ್ಗೆ ತಿಳಿಸಿದರು. ಮೊದಲಿಗೆ ನಡೆದ ಕೆ.ಎಸ್. ಬಗ್ಗೆ ಪ್ರಶ್ನೆ ಕೇಳಿದ ಮೂಲಕ ಬಂಕಾಪುರ ಗ್ರಾಮವು ಇಡೀ ರಾಜ್ಯಕ್ಕೆ ಮಾದರಿ ಎಂದರು. ಈ ಸಂದರ್ಭದಲ್ಲಿ ಗ್ರಾಮ ಪಂಚಾಯತ್ ಸದಸ್ಯರು, ಶಾಲೆ ಶಿಕ್ಷಕರು, ವಿದ್ಯಾರ್ಥಿಗಳು, ಗ್ರಾಮಸ್ಥರು ಹಾಗೂ ಅರಣ್ಯ ಇಲಾಖೆಯ ಸಿಬ್ಬಂದಿಗಳು ಸೇರಿದಂತೆ ಹಲವರು ಉಪಸ್ಥಿತರಿದ್ದರು.: [1210, 236, 1488, 446]
- story5-byline: ■ ಬದಲಾವಣೆ ಸುದ್ದಿ: [974, 1307, 1060, 1323]
- masthead: [0, 0, 1511, 93]
- story2-col2: ಮಯ್ಯ ಜೊತೆ ಮಾತುಕತೆ ನಡೆಸಿದ್ದಾರೆ. ಸಿಎಂ ಜೊತೆ ಮಾತಾಡಿದ ಡಿಸಿಎಂ ಚರ್ಚೆಯ ರಹಸ್ಯವನ್ನು ಬಿಚ್ಚಿಡಲಿಲ್ಲ. ನಾವು ಸಿಎಂ ಭೇಟಿ ಮಾಡಿದರೆ ಏನಾಯ್ತು ಬೇರೆ ಪಾರ್ಟಿ ಅವರನ್ನ ಭೇಟಿ ಮಾಡಿದ್ದೇವಾ? ಅವರು ನಮ್ಮ ಲೀಡರ್ ಎಂದು ಡಿಕೆಶಿ ತಿಳಿಸಿದರು. ರಾಜ್ಯದಲ್ಲಿ ಸಿಎಂ ಬದಲಾವಣೆ ಕುರಿತು ಚರ್ಚೆ ಜೋರಾಗಿದ್ದು ಈ ಬಗ್ಗೆ ಯಾರೂ ಮಾತನಾಡಬಾರದು ಎಂದು ತಿಳಿಸಿದ್ದಾರೆ.: [294, 1011, 556, 1112]
- wildlife-event-photo: [325, 240, 904, 556]
- story2-headline-1: ಅವ್ರೆ ನಮ್ಮ ಲೀಡರ್, ನಾವೇನು ಬೇರೆ: [93, 583, 487, 622]
- story3-photo: [904, 776, 1183, 1035]
- story5-headline-2-red: ಪಲ್ಲಕ್ಕಿ ಉತ್ಸವ 12ಕ್ಕೆ: [1125, 1221, 1442, 1275]
- story3-byline: ■ ಬದಲಾವಣೆ ಸುದ್ದಿ: [580, 759, 665, 774]
